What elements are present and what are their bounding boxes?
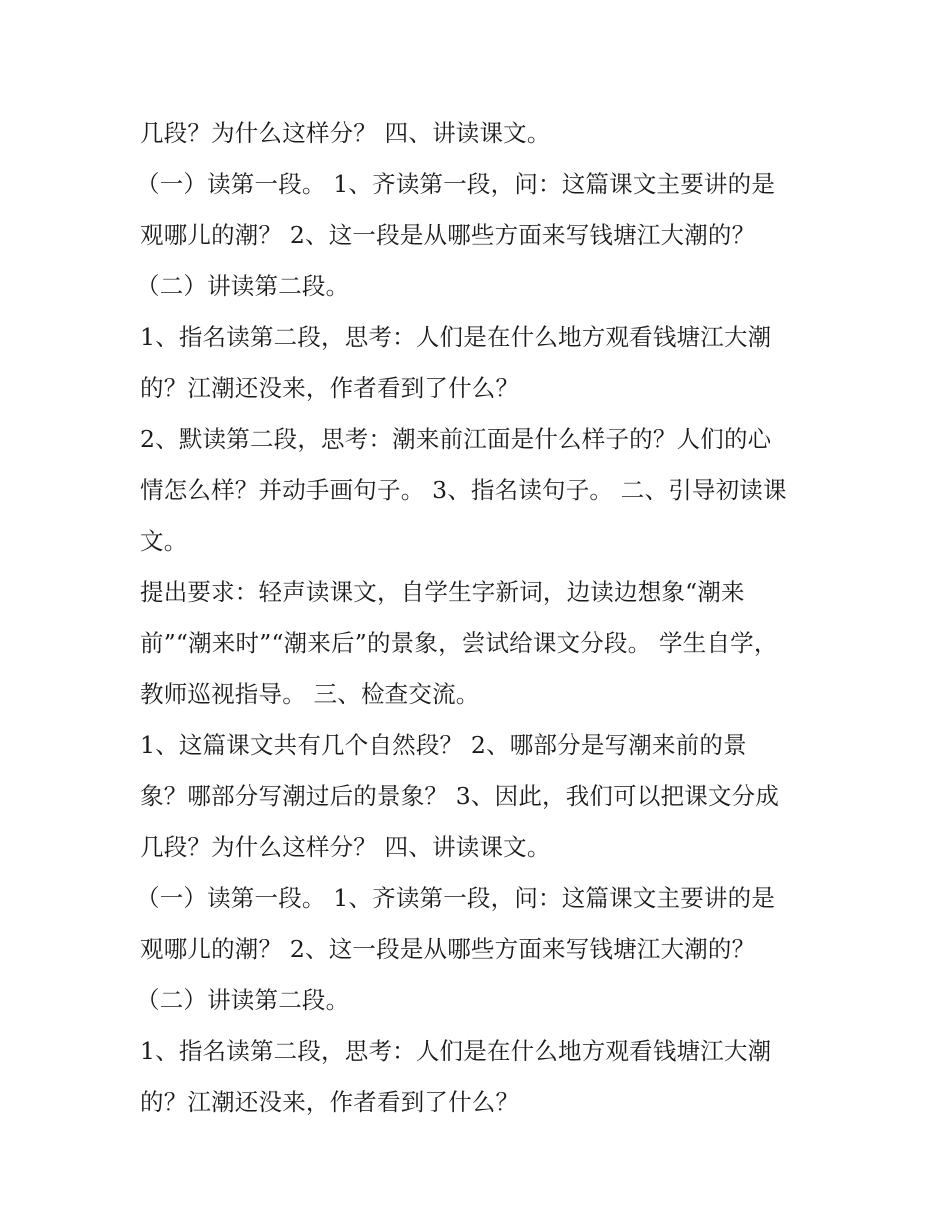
document-body <box>136 108 830 1128</box>
text-line: 几段？为什么这样分？ 四、讲读课文。 <box>140 119 551 147</box>
text-line: （一）读第一段。 1、齐读第一段，问：这篇课文主要讲的是 <box>136 884 776 912</box>
text-line: 1、指名读第二段，思考：人们是在什么地方观看钱塘江大潮 <box>140 1037 772 1065</box>
text-line: 情怎么样？并动手画句子。 3、指名读句子。 二、引导初读课 <box>140 476 787 504</box>
text-line: 象？哪部分写潮过后的景象？ 3、因此，我们可以把课文分成 <box>140 782 780 810</box>
text-line: （二）讲读第二段。 <box>136 272 350 300</box>
text-line: 文。 <box>140 527 188 555</box>
text-line: 几段？为什么这样分？ 四、讲读课文。 <box>140 833 551 861</box>
text-line: （二）讲读第二段。 <box>136 986 350 1014</box>
text-line: 2、默读第二段，思考：潮来前江面是什么样子的？人们的心 <box>140 425 772 453</box>
text-line: 提出要求：轻声读课文，自学生字新词，边读边想象“潮来 <box>140 578 745 606</box>
text-line: 观哪儿的潮？ 2、这一段是从哪些方面来写钱塘江大潮的？ <box>140 935 756 963</box>
text-line: 的？江潮还没来，作者看到了什么？ <box>140 1088 520 1116</box>
text-line: 前”“潮来时”“潮来后”的景象，尝试给课文分段。 学生自学， <box>140 629 778 657</box>
text-line: 1、指名读第二段，思考：人们是在什么地方观看钱塘江大潮 <box>140 323 772 351</box>
text-line: 教师巡视指导。 三、检查交流。 <box>140 680 480 708</box>
text-line: （一）读第一段。 1、齐读第一段，问：这篇课文主要讲的是 <box>136 170 776 198</box>
text-line: 观哪儿的潮？ 2、这一段是从哪些方面来写钱塘江大潮的？ <box>140 221 756 249</box>
text-line: 1、这篇课文共有几个自然段？ 2、哪部分是写潮来前的景 <box>140 731 747 759</box>
text-line: 的？江潮还没来，作者看到了什么？ <box>140 374 520 402</box>
